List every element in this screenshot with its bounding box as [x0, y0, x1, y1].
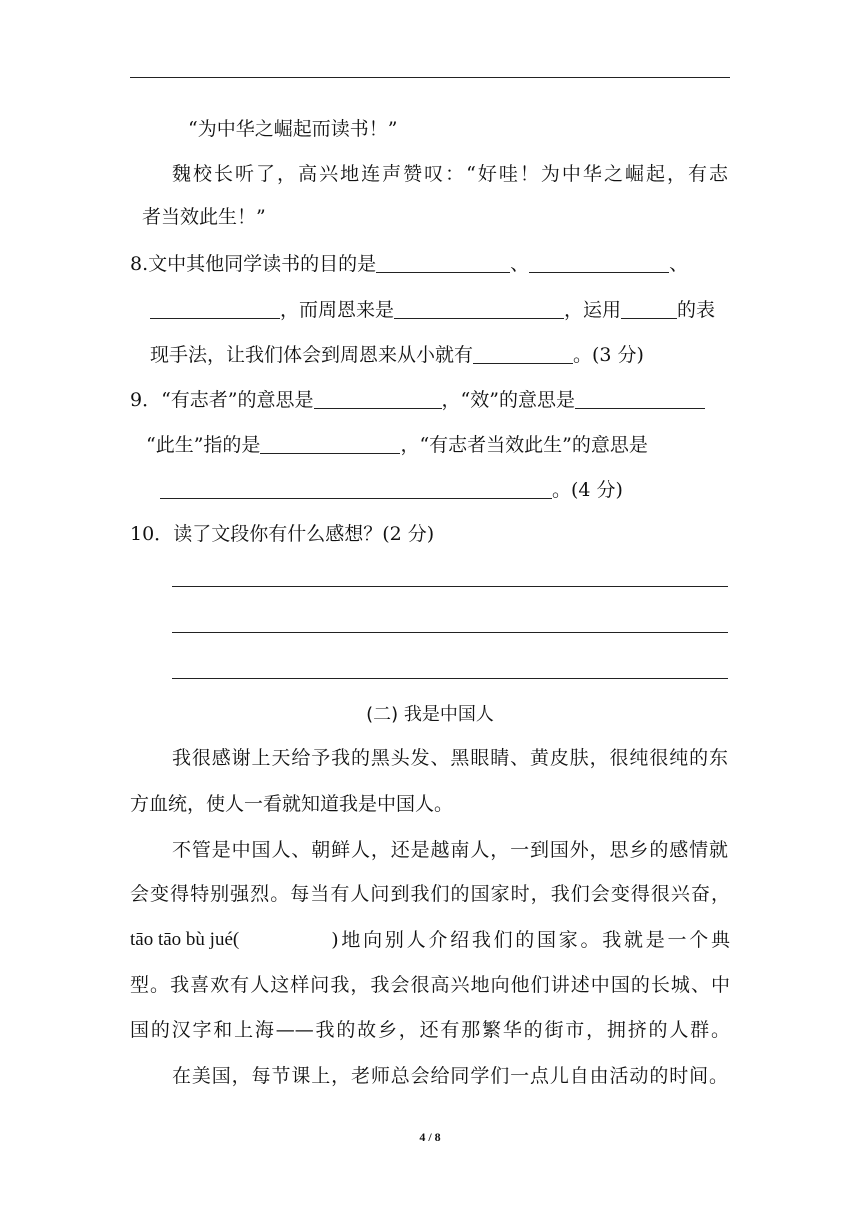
separator: 、 — [510, 253, 530, 275]
answer-line[interactable] — [172, 586, 728, 587]
question-number: 8. — [130, 253, 149, 275]
paragraph-line: 不管是中国人、朝鲜人，还是越南人，一到国外，思乡的感情就 — [172, 839, 728, 861]
question-text: 现手法，让我们体会到周恩来从小就有 — [150, 344, 474, 366]
passage-line-3: 者当效此生！” — [142, 206, 266, 228]
question-8-line-2 — [150, 298, 715, 322]
question-9-line-3 — [160, 478, 623, 502]
question-text: 的表 — [677, 299, 716, 321]
answer-blank[interactable] — [376, 254, 510, 273]
answer-blank[interactable] — [160, 480, 552, 499]
question-number: 10． — [130, 523, 174, 545]
paragraph-line: 方血统，使人一看就知道我是中国人。 — [130, 793, 454, 815]
pinyin-text: tāo tāo bù jué( — [130, 929, 240, 950]
question-text: 读了文段你有什么感想？(2 分) — [173, 523, 435, 545]
answer-line[interactable] — [172, 678, 728, 679]
question-9-line-1 — [130, 388, 705, 412]
answer-blank[interactable] — [239, 928, 331, 952]
question-text: ，“效”的意思是 — [441, 389, 575, 411]
header-rule — [130, 77, 730, 78]
page-number: 4 / 8 — [419, 1130, 441, 1144]
question-10 — [130, 522, 434, 546]
section-title: (二) 我是中国人 — [366, 704, 494, 725]
answer-blank[interactable] — [150, 300, 280, 319]
answer-blank[interactable] — [575, 390, 705, 409]
question-text: “此生”指的是 — [146, 434, 261, 456]
paragraph-text: )地向别人介绍我们的国家。我就是一个典 — [331, 929, 730, 951]
separator: 、 — [669, 253, 689, 275]
score-text: 。(3 分) — [573, 344, 644, 366]
question-8-line-1 — [130, 252, 688, 276]
score-text: 。(4 分) — [552, 479, 623, 501]
passage-line-2: 魏校长听了，高兴地连声赞叹：“好哇！为中华之崛起，有志 — [172, 163, 728, 185]
question-text: ，“有志者当效此生”的意思是 — [400, 434, 648, 456]
answer-line[interactable] — [172, 632, 728, 633]
answer-blank[interactable] — [529, 254, 669, 273]
answer-blank[interactable] — [621, 300, 677, 319]
answer-blank[interactable] — [473, 345, 573, 364]
paragraph-line: 我很感谢上天给予我的黑头发、黑眼睛、黄皮肤，很纯很纯的东 — [172, 747, 728, 769]
answer-blank[interactable] — [394, 300, 564, 319]
answer-blank[interactable] — [260, 435, 400, 454]
question-text: “有志者”的意思是 — [161, 389, 314, 411]
question-text: 文中其他同学读书的目的是 — [148, 253, 377, 275]
answer-blank[interactable] — [314, 390, 442, 409]
paragraph-line: 在美国，每节课上，老师总会给同学们一点儿自由活动的时间。 — [172, 1065, 728, 1087]
passage-line-1: “为中华之崛起而读书！” — [188, 118, 398, 140]
question-text: ，而周恩来是 — [280, 299, 395, 321]
paragraph-line: 型。我喜欢有人这样问我，我会很高兴地向他们讲述中国的长城、中 — [130, 974, 730, 996]
question-text: ，运用 — [564, 299, 622, 321]
question-8-line-3 — [150, 343, 644, 367]
paragraph-line-pinyin — [130, 928, 730, 952]
paragraph-line: 国的汉字和上海——我的故乡，还有那繁华的街市，拥挤的人群。 — [130, 1019, 730, 1041]
question-number: 9． — [130, 389, 162, 411]
question-9-line-2 — [146, 433, 648, 457]
paragraph-line: 会变得特别强烈。每当有人问到我们的国家时，我们会变得很兴奋， — [130, 883, 730, 905]
